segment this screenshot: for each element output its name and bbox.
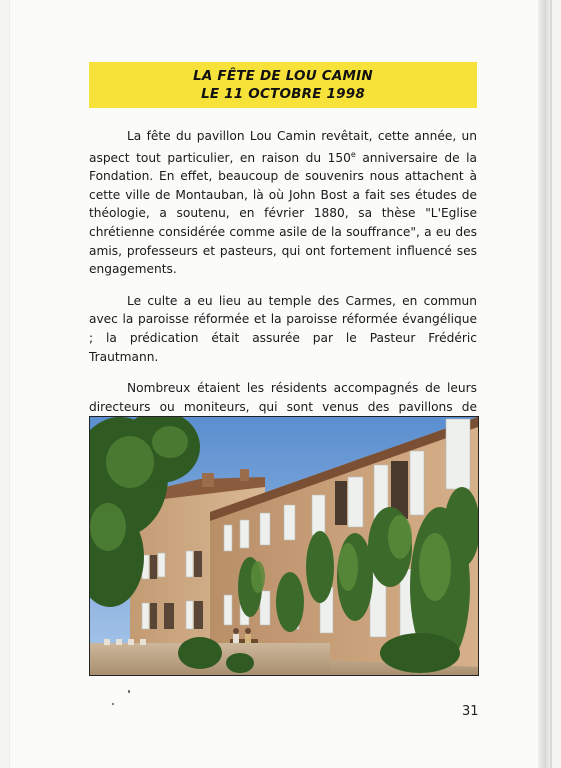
paragraph-3: Nombreux étaient les résidents accompagnés de leurs directeurs ou moniteurs, qui sont venus des pavillons de: [89, 381, 477, 414]
title-line-2: LE 11 OCTOBRE 1998: [201, 86, 365, 102]
paragraph-1-part-1: La fête du pavillon Lou Camin revêtait, cette année, un aspect tout particulier, en raison du 150: [89, 129, 477, 165]
page-number: 31: [462, 704, 479, 719]
paragraph-2: Le culte a eu lieu au temple des Carmes, en commun avec la paroisse réformée et la paroisse réformée évangélique ; la prédication était assurée par le Pasteur Frédéric Trautmann.: [89, 293, 477, 364]
print-speck: [112, 703, 114, 705]
title-banner: [89, 62, 477, 108]
ordinal-superscript: e: [350, 149, 356, 159]
print-speck: [128, 690, 130, 693]
paragraph-1-part-2: anniversaire de la Fondation. En effet, beaucoup de souvenirs nous attachent à cette ville de Montauban, là où John Bost a fait ses études de théologie, a soutenu, en février 1880, sa thèse "L'Eglise chrétienne considérée comme asile de la souffrance", a eu des amis, professeurs et pasteurs, qui ont fortement influencé ses engagements.: [89, 150, 477, 277]
paragraph-1: [89, 127, 477, 279]
page-spine-shadow: [538, 0, 550, 768]
article-body: [89, 127, 477, 448]
title-line-1: LA FÊTE DE LOU CAMIN: [193, 68, 373, 84]
courtyard-photo: [89, 416, 479, 676]
